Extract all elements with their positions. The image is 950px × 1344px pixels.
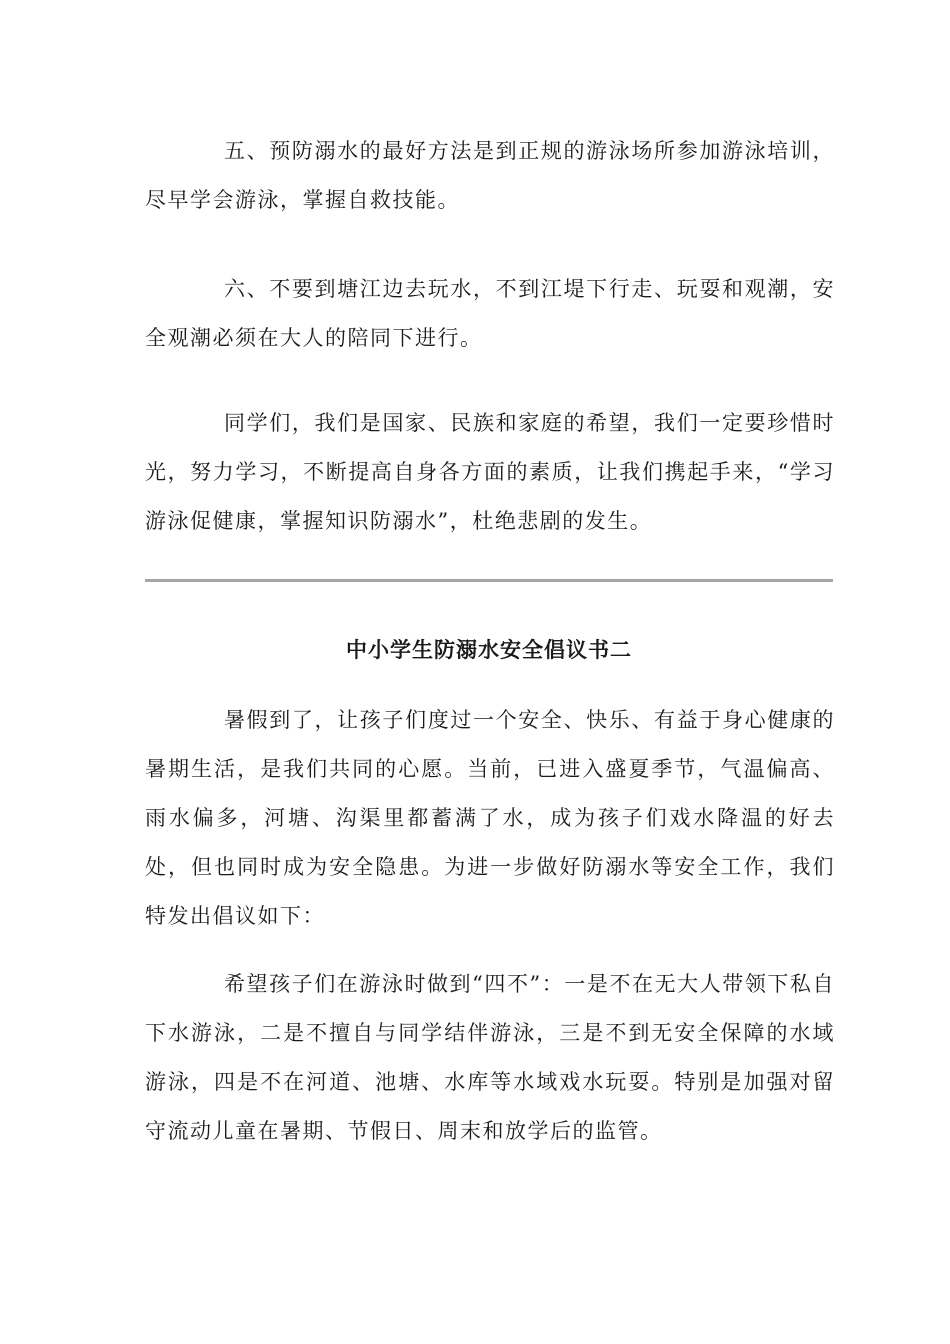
- section-divider: [145, 579, 833, 582]
- section-title: 中小学生防溺水安全倡议书二: [346, 637, 632, 662]
- paragraph-four-nots: 希望孩子们在游泳时做到“四不”：一是不在无大人带领下私自下水游泳，二是不擅自与同学结伴游泳，三是不到无安全保障的水域游泳，四是不在河道、池塘、水库等水域戏水玩耍。特别是加强对留守流动儿童在暑期、节假日、周末和放学后的监管。: [145, 972, 835, 1143]
- paragraph-five: 五、预防溺水的最好方法是到正规的游泳场所参加游泳培训，尽早学会游泳，掌握自救技能。: [145, 139, 835, 212]
- paragraph-intro: 暑假到了，让孩子们度过一个安全、快乐、有益于身心健康的暑期生活，是我们共同的心愿。当前，已进入盛夏季节，气温偏高、雨水偏多，河塘、沟渠里都蓄满了水，成为孩子们戏水降温的好去处，但也同时成为安全隐患。为进一步做好防溺水等安全工作，我们特发出倡议如下：: [145, 708, 835, 928]
- paragraph-closing: 同学们，我们是国家、民族和家庭的希望，我们一定要珍惜时光，努力学习，不断提高自身各方面的素质，让我们携起手来，“学习游泳促健康，掌握知识防溺水”，杜绝悲剧的发生。: [145, 411, 835, 533]
- paragraph-six: 六、不要到塘江边去玩水，不到江堤下行走、玩耍和观潮，安全观潮必须在大人的陪同下进行。: [145, 277, 835, 350]
